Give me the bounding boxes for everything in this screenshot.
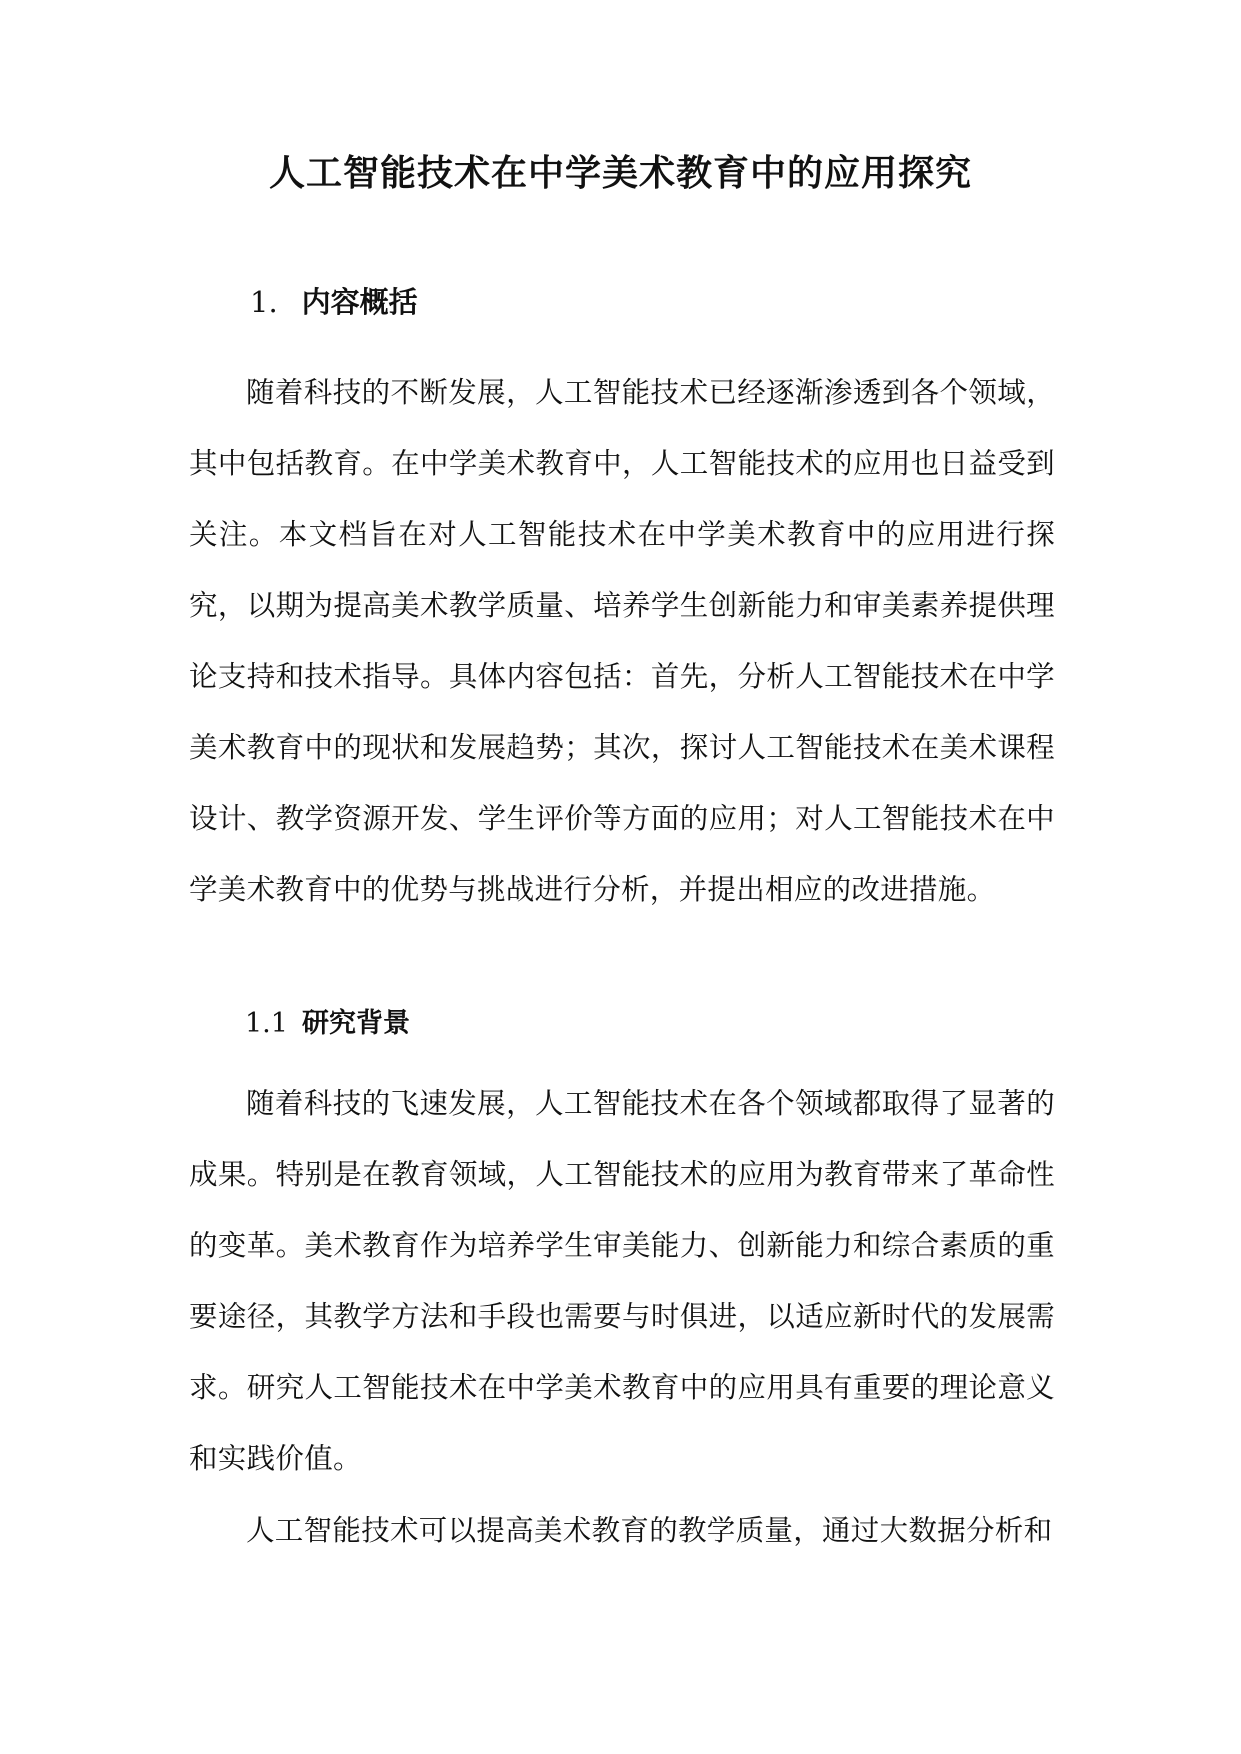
document-title: 人工智能技术在中学美术教育中的应用探究 bbox=[268, 153, 972, 194]
background-paragraph-1: 随着科技的飞速发展，人工智能技术在各个领域都取得了显著的成果。特别是在教育领域，人工智能技术的应用为教育带来了革命性的变革。美术教育作为培养学生审美能力、创新能力和综合素质的重要途径，其教学方法和手段也需要与时俱进，以适应新时代的发展需求。研究人工智能技术在中学美术教育中的应用具有重要的理论意义和实践价值。 bbox=[189, 1087, 1055, 1475]
subsection-number: 1.1 bbox=[245, 1008, 288, 1039]
section-heading-1-1 bbox=[245, 1005, 410, 1043]
background-paragraph-2: 人工智能技术可以提高美术教育的教学质量，通过大数据分析和 bbox=[246, 1514, 1053, 1547]
section-heading-1 bbox=[250, 282, 418, 322]
section-title: 内容概括 bbox=[301, 285, 418, 319]
section-number: 1. bbox=[250, 285, 278, 319]
section-1-paragraph: 随着科技的不断发展，人工智能技术已经逐渐渗透到各个领域，其中包括教育。在中学美术教育中，人工智能技术的应用也日益受到关注。本文档旨在对人工智能技术在中学美术教育中的应用进行探究，以期为提高美术教学质量、培养学生创新能力和审美素养提供理论支持和技术指导。具体内容包括：首先，分析人工智能技术在中学美术教育中的现状和发展趋势；其次，探讨人工智能技术在美术课程设计、教学资源开发、学生评价等方面的应用；对人工智能技术在中学美术教育中的优势与挑战进行分析，并提出相应的改进措施。 bbox=[189, 376, 1055, 906]
subsection-title: 研究背景 bbox=[301, 1008, 410, 1039]
